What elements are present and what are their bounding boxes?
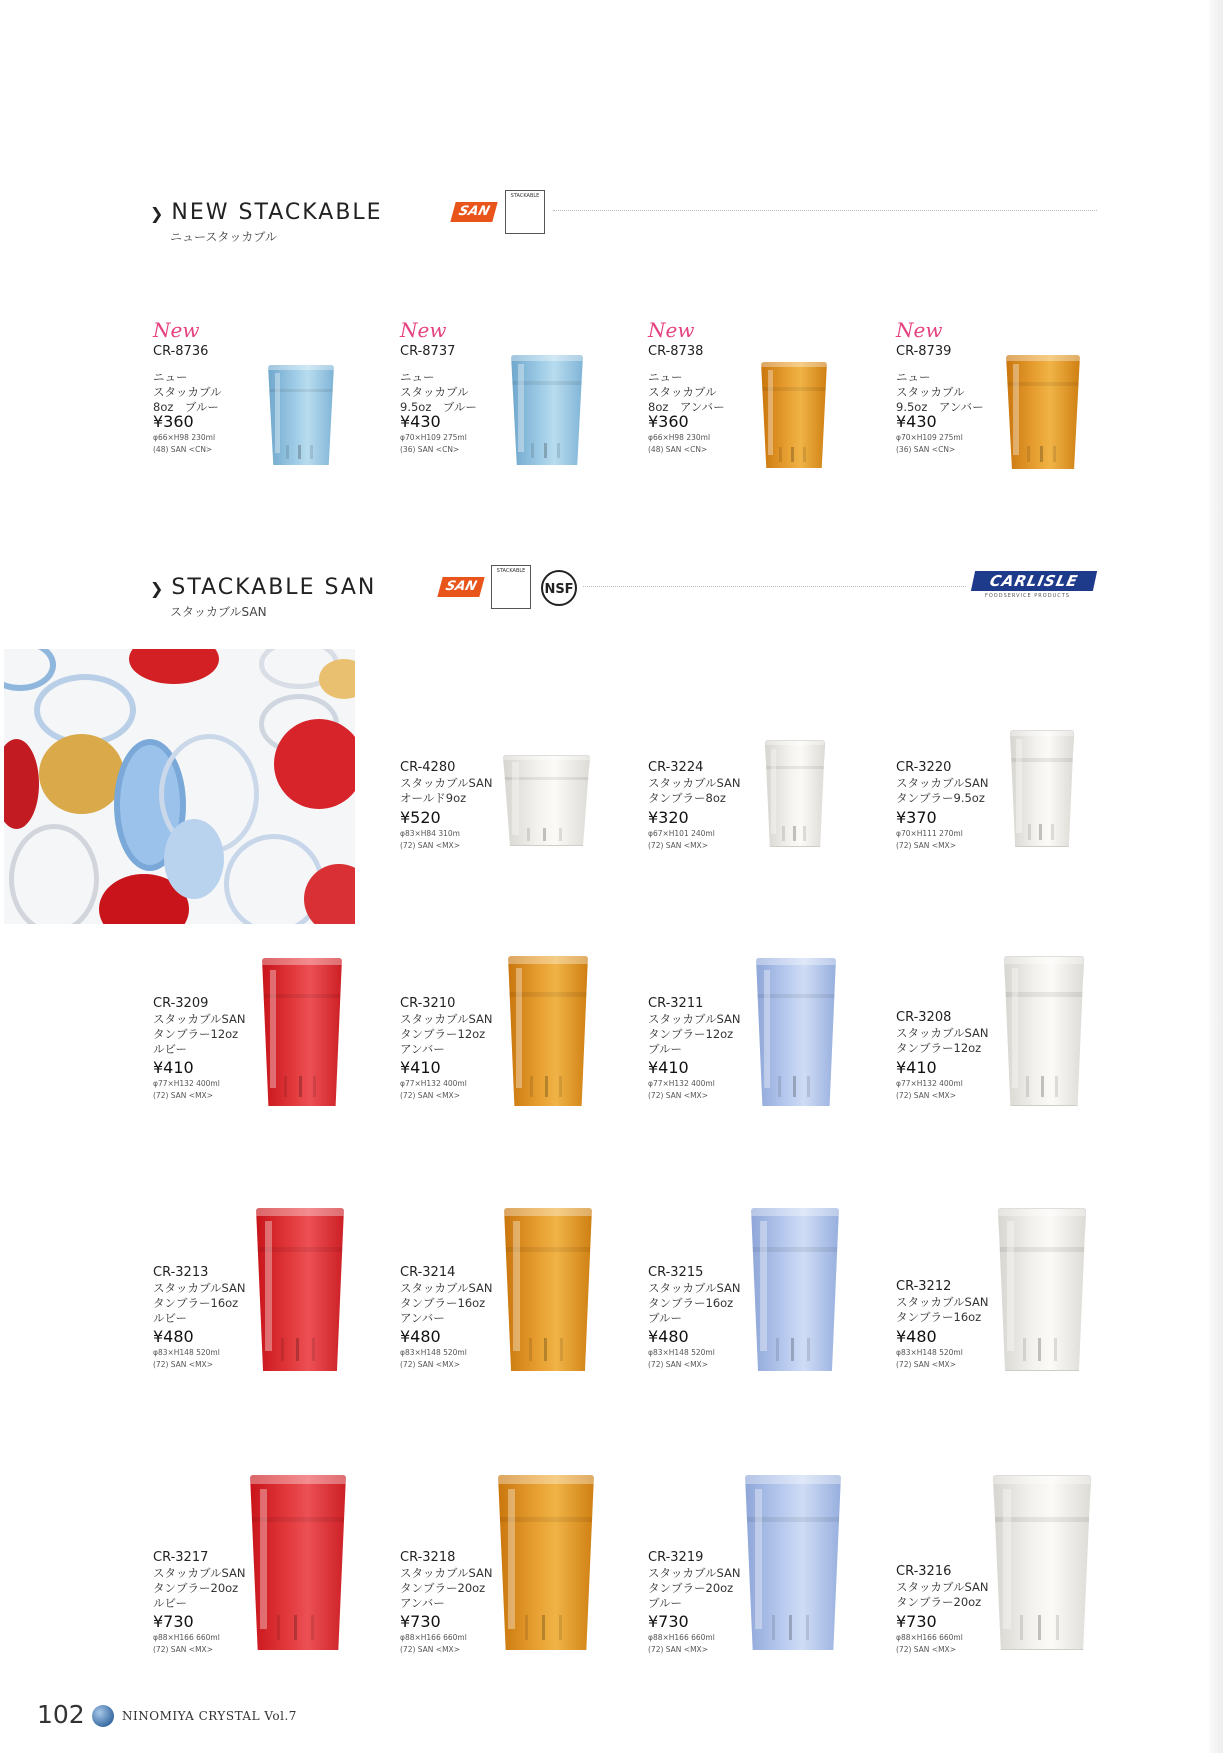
product-name: スタッカブルSAN タンブラー20oz	[896, 1580, 989, 1609]
product-dimensions: φ70×H109 275ml	[400, 433, 467, 442]
product-packaging: (72) SAN <MX>	[400, 1645, 460, 1654]
product-packaging: (48) SAN <CN>	[648, 445, 708, 454]
product-packaging: (72) SAN <MX>	[896, 1360, 956, 1369]
product-price: ¥730	[648, 1612, 689, 1631]
tumbler-image	[250, 1475, 346, 1650]
product-code: CR-3209	[153, 996, 209, 1011]
stacked-cups-photo	[4, 649, 355, 924]
product-price: ¥480	[896, 1327, 937, 1346]
tumbler-image	[998, 1208, 1086, 1371]
product-dimensions: φ83×H84 310m	[400, 829, 460, 838]
product-code: CR-8738	[648, 344, 704, 359]
product-packaging: (72) SAN <MX>	[153, 1645, 213, 1654]
product-code: CR-8737	[400, 344, 456, 359]
tumbler-image	[993, 1475, 1091, 1650]
tumbler-image	[262, 958, 342, 1106]
product-price: ¥410	[896, 1058, 937, 1077]
product-dimensions: φ66×H98 230ml	[153, 433, 216, 442]
tumbler-image	[256, 1208, 344, 1371]
product-code: CR-3215	[648, 1265, 704, 1280]
nsf-certification-icon: NSF	[541, 570, 577, 606]
product-price: ¥320	[648, 808, 689, 827]
product-code: CR-8739	[896, 344, 952, 359]
tumbler-image	[751, 1208, 839, 1371]
product-code: CR-3213	[153, 1265, 209, 1280]
product-code: CR-8736	[153, 344, 209, 359]
product-packaging: (36) SAN <CN>	[400, 445, 460, 454]
tumbler-image	[503, 755, 590, 846]
product-code: CR-3216	[896, 1564, 952, 1579]
new-label: New	[896, 318, 943, 342]
product-price: ¥480	[153, 1327, 194, 1346]
section-subtitle-new-stackable: ニュースタッカブル	[170, 230, 277, 244]
product-name: スタッカブルSAN オールド9oz	[400, 776, 493, 805]
product-dimensions: φ77×H132 400ml	[896, 1079, 963, 1088]
product-name: ニュー スタッカブル 9.5oz ブルー	[400, 370, 477, 414]
tumbler-image	[511, 355, 583, 465]
product-dimensions: φ83×H148 520ml	[400, 1348, 467, 1357]
product-name: スタッカブルSAN タンブラー9.5oz	[896, 776, 989, 805]
tumbler-image	[504, 1208, 592, 1371]
product-packaging: (72) SAN <MX>	[648, 1091, 708, 1100]
product-price: ¥410	[400, 1058, 441, 1077]
product-name: スタッカブルSAN タンブラー12oz	[896, 1026, 989, 1055]
product-dimensions: φ77×H132 400ml	[153, 1079, 220, 1088]
section-title-new-stackable: ❯ NEW STACKABLE	[150, 200, 383, 225]
san-material-badge: SAN	[450, 202, 497, 222]
product-code: CR-3212	[896, 1279, 952, 1294]
product-code: CR-3210	[400, 996, 456, 1011]
product-packaging: (36) SAN <CN>	[896, 445, 956, 454]
tumbler-image	[268, 365, 334, 465]
product-price: ¥370	[896, 808, 937, 827]
product-name: ニュー スタッカブル 8oz ブルー	[153, 370, 222, 414]
product-packaging: (72) SAN <MX>	[896, 1091, 956, 1100]
product-price: ¥520	[400, 808, 441, 827]
globe-icon	[92, 1705, 114, 1727]
product-code: CR-3217	[153, 1550, 209, 1565]
product-packaging: (72) SAN <MX>	[648, 1360, 708, 1369]
product-code: CR-3208	[896, 1010, 952, 1025]
catalog-title: NINOMIYA CRYSTAL Vol.7	[122, 1709, 297, 1723]
section-subtitle-stackable-san: スタッカブルSAN	[170, 605, 267, 619]
product-price: ¥480	[648, 1327, 689, 1346]
product-packaging: (72) SAN <MX>	[400, 1091, 460, 1100]
product-name: スタッカブルSAN タンブラー16oz ルビー	[153, 1281, 246, 1325]
carlisle-logo-tagline: FOODSERVICE PRODUCTS	[985, 593, 1070, 599]
new-label: New	[648, 318, 695, 342]
product-dimensions: φ83×H148 520ml	[153, 1348, 220, 1357]
tumbler-image	[765, 740, 825, 847]
stackable-icon: STACKABLE	[491, 565, 531, 609]
page-edge-shadow	[1209, 0, 1223, 1753]
product-name: スタッカブルSAN タンブラー20oz ブルー	[648, 1566, 741, 1610]
tumbler-image	[508, 956, 588, 1106]
chevron-right-icon: ❯	[150, 579, 166, 598]
product-name: スタッカブルSAN タンブラー12oz ブルー	[648, 1012, 741, 1056]
product-name: スタッカブルSAN タンブラー8oz	[648, 776, 741, 805]
product-packaging: (72) SAN <MX>	[400, 1360, 460, 1369]
tumbler-image	[756, 958, 836, 1106]
product-code: CR-3214	[400, 1265, 456, 1280]
section-title-stackable-san: ❯ STACKABLE SAN	[150, 575, 377, 600]
product-name: ニュー スタッカブル 9.5oz アンバー	[896, 370, 984, 414]
product-price: ¥480	[400, 1327, 441, 1346]
new-label: New	[153, 318, 200, 342]
product-dimensions: φ83×H148 520ml	[896, 1348, 963, 1357]
product-name: スタッカブルSAN タンブラー20oz ルビー	[153, 1566, 246, 1610]
product-name: スタッカブルSAN タンブラー20oz アンバー	[400, 1566, 493, 1610]
product-code: CR-4280	[400, 760, 456, 775]
product-name: ニュー スタッカブル 8oz アンバー	[648, 370, 725, 414]
product-name: スタッカブルSAN タンブラー12oz アンバー	[400, 1012, 493, 1056]
product-code: CR-3219	[648, 1550, 704, 1565]
product-dimensions: φ67×H101 240ml	[648, 829, 715, 838]
tumbler-image	[761, 362, 827, 468]
product-price: ¥430	[400, 412, 441, 431]
product-packaging: (72) SAN <MX>	[648, 1645, 708, 1654]
product-dimensions: φ77×H132 400ml	[648, 1079, 715, 1088]
product-packaging: (72) SAN <MX>	[648, 841, 708, 850]
product-packaging: (72) SAN <MX>	[400, 841, 460, 850]
product-name: スタッカブルSAN タンブラー16oz	[896, 1295, 989, 1324]
carlisle-logo: CARLISLE	[971, 571, 1097, 591]
product-dimensions: φ70×H111 270ml	[896, 829, 963, 838]
product-price: ¥410	[648, 1058, 689, 1077]
tumbler-image	[498, 1475, 594, 1650]
tumbler-image	[745, 1475, 841, 1650]
product-code: CR-3224	[648, 760, 704, 775]
product-price: ¥410	[153, 1058, 194, 1077]
product-name: スタッカブルSAN タンブラー12oz ルビー	[153, 1012, 246, 1056]
chevron-right-icon: ❯	[150, 204, 166, 223]
stackable-icon: STACKABLE	[505, 190, 545, 234]
page-number: 102	[37, 1700, 85, 1729]
san-material-badge: SAN	[437, 577, 484, 597]
product-packaging: (48) SAN <CN>	[153, 445, 213, 454]
tumbler-image	[1004, 956, 1084, 1106]
product-price: ¥430	[896, 412, 937, 431]
product-code: CR-3218	[400, 1550, 456, 1565]
product-dimensions: φ88×H166 660ml	[400, 1633, 467, 1642]
tumbler-image	[1006, 355, 1080, 469]
product-dimensions: φ83×H148 520ml	[648, 1348, 715, 1357]
product-packaging: (72) SAN <MX>	[896, 841, 956, 850]
product-packaging: (72) SAN <MX>	[153, 1091, 213, 1100]
product-dimensions: φ88×H166 660ml	[648, 1633, 715, 1642]
product-price: ¥730	[153, 1612, 194, 1631]
product-dimensions: φ88×H166 660ml	[153, 1633, 220, 1642]
section-divider	[553, 210, 1097, 211]
product-code: CR-3220	[896, 760, 952, 775]
product-dimensions: φ70×H109 275ml	[896, 433, 963, 442]
tumbler-image	[1010, 730, 1074, 847]
product-name: スタッカブルSAN タンブラー16oz アンバー	[400, 1281, 493, 1325]
product-price: ¥730	[896, 1612, 937, 1631]
product-packaging: (72) SAN <MX>	[896, 1645, 956, 1654]
product-packaging: (72) SAN <MX>	[153, 1360, 213, 1369]
product-dimensions: φ66×H98 230ml	[648, 433, 711, 442]
product-name: スタッカブルSAN タンブラー16oz ブルー	[648, 1281, 741, 1325]
product-price: ¥730	[400, 1612, 441, 1631]
product-price: ¥360	[648, 412, 689, 431]
product-price: ¥360	[153, 412, 194, 431]
product-dimensions: φ77×H132 400ml	[400, 1079, 467, 1088]
new-label: New	[400, 318, 447, 342]
product-dimensions: φ88×H166 660ml	[896, 1633, 963, 1642]
section-divider	[583, 586, 966, 587]
product-code: CR-3211	[648, 996, 704, 1011]
